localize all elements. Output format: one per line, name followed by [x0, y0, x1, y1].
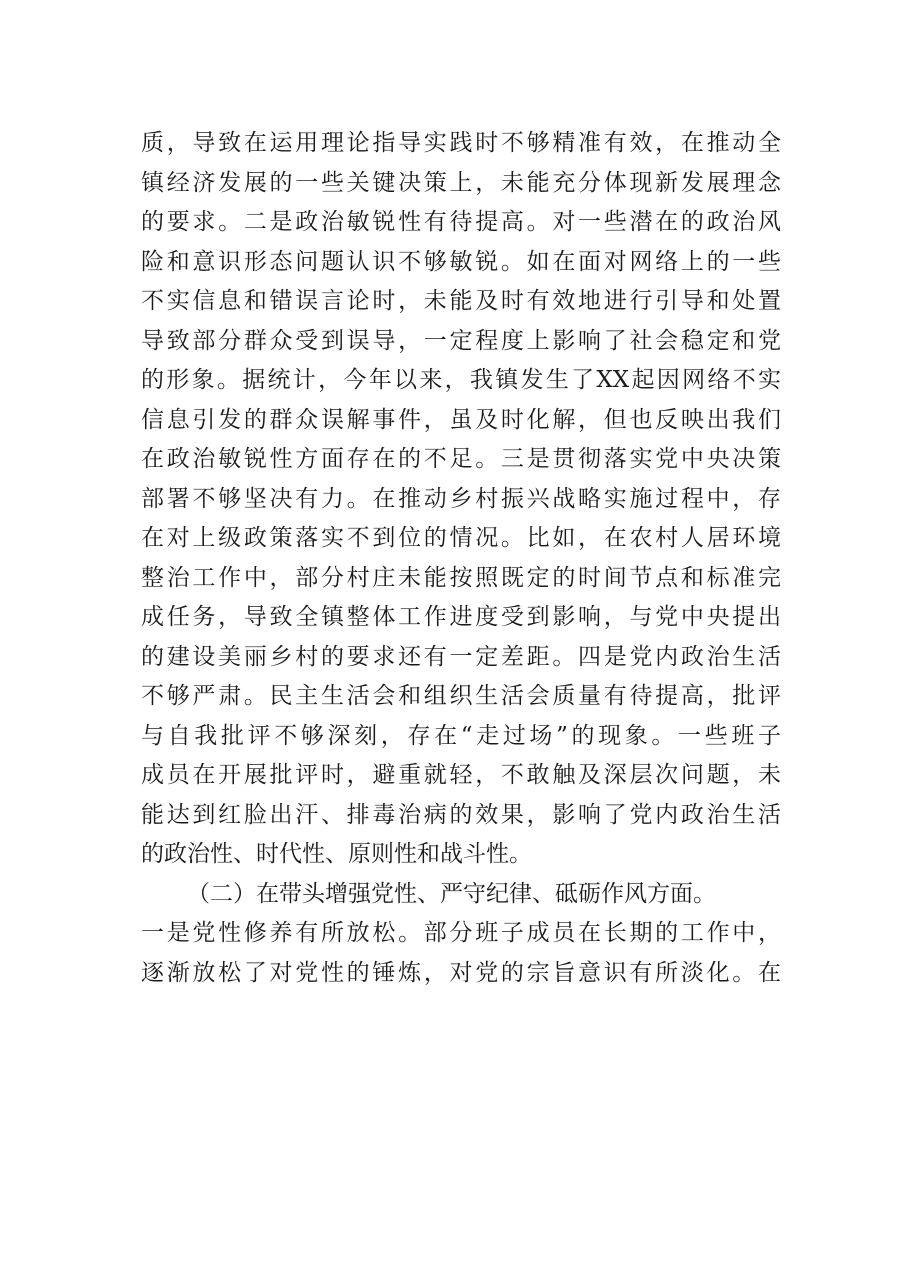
text-line: 成员在开展批评时，避重就轻，不敢触及深层次问题，未	[141, 762, 781, 788]
text-line: 在政治敏锐性方面存在的不足。三是贯彻落实党中央决策	[141, 446, 781, 472]
text-line: 镇经济发展的一些关键决策上，未能充分体现新发展理念	[141, 169, 781, 196]
text-line: 部署不够坚决有力。在推动乡村振兴战略实施过程中，存	[141, 485, 781, 512]
text-line: 的要求。二是政治敏锐性有待提高。对一些潜在的政治风	[141, 209, 781, 235]
text-line: 不够严肃。民主生活会和组织生活会质量有待提高，批评	[141, 683, 781, 709]
body-text	[141, 124, 781, 993]
text-line: 险和意识形态问题认识不够敏锐。如在面对网络上的一些	[141, 248, 781, 275]
text-line: 整治工作中，部分村庄未能按照既定的时间节点和标准完	[141, 564, 781, 591]
text-line: 导致部分群众受到误导，一定程度上影响了社会稳定和党	[141, 327, 781, 354]
text-line: 信息引发的群众误解事件，虽及时化解，但也反映出我们	[141, 406, 781, 433]
section-heading: （二）在带头增强党性、严守纪律、砥砺作风方面。	[187, 880, 716, 907]
text-line: 的政治性、时代性、原则性和战斗性。	[141, 841, 532, 867]
text-line: 的形象。据统计，今年以来，我镇发生了XX起因网络不实	[141, 367, 781, 393]
text-line: 成任务，导致全镇整体工作进度受到影响，与党中央提出	[141, 604, 781, 630]
text-line: 与自我批评不够深刻，存在“走过场”的现象。一些班子	[141, 722, 781, 749]
text-line: 逐渐放松了对党性的锤炼，对党的宗旨意识有所淡化。在	[141, 959, 781, 986]
text-line: 在对上级政策落实不到位的情况。比如，在农村人居环境	[141, 525, 781, 551]
text-line: 的建设美丽乡村的要求还有一定差距。四是党内政治生活	[141, 643, 781, 670]
text-line: 质，导致在运用理论指导实践时不够精准有效，在推动全	[141, 130, 781, 156]
text-line: 不实信息和错误言论时，未能及时有效地进行引导和处置	[141, 288, 781, 314]
text-line: 能达到红脸出汗、排毒治病的效果，影响了党内政治生活	[141, 801, 781, 828]
text-line: 一是党性修养有所放松。部分班子成员在长期的工作中，	[141, 920, 781, 946]
